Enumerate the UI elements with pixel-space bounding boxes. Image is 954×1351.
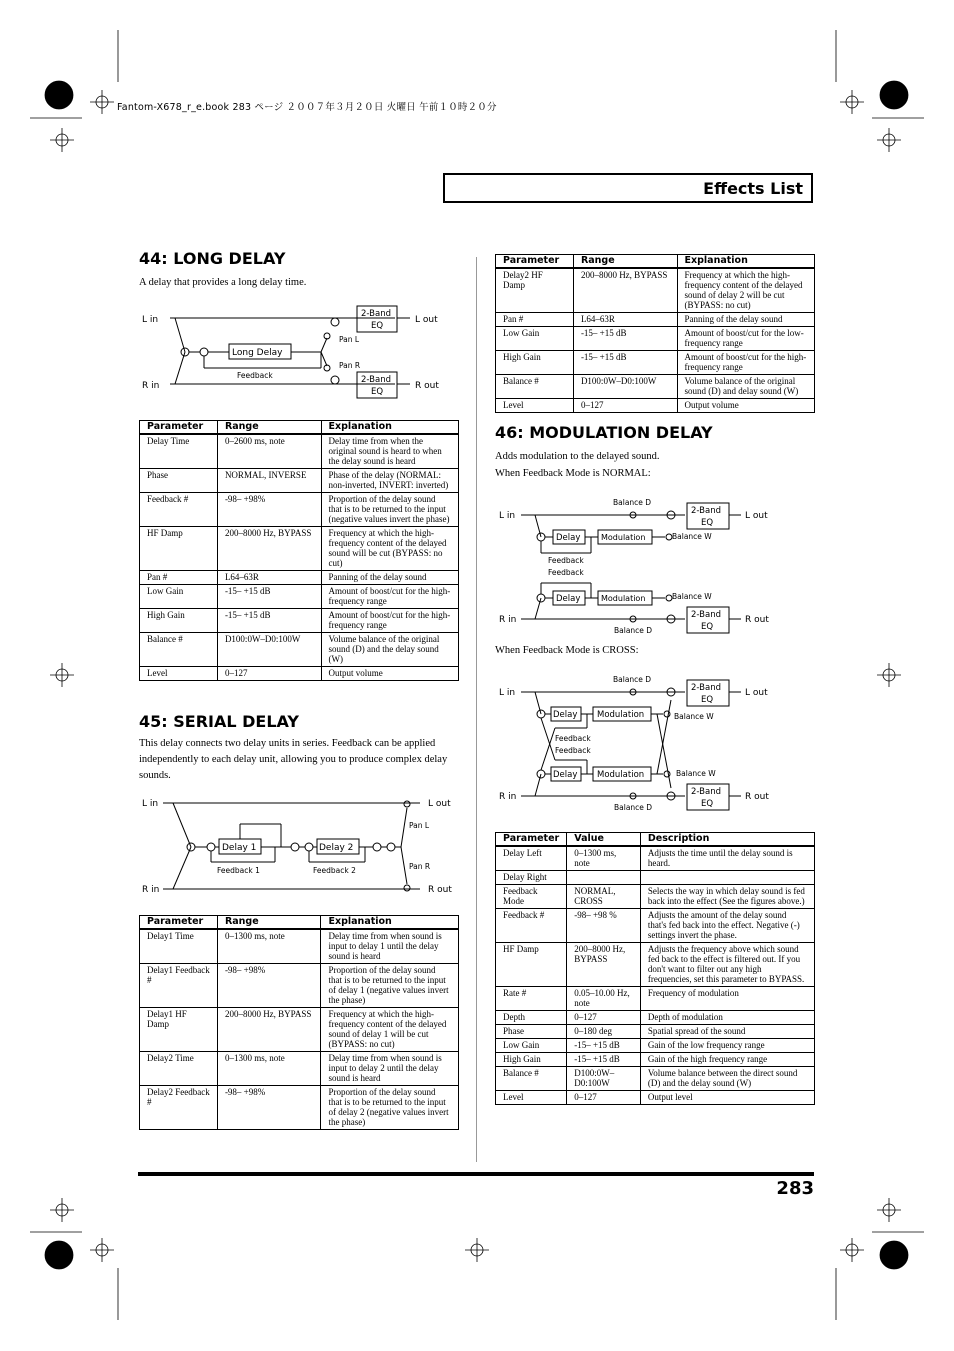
mc-modulation-bottom: Modulation bbox=[597, 770, 645, 780]
col-header: Range bbox=[217, 916, 321, 930]
mc-r-out: R out bbox=[745, 792, 769, 802]
col-header: Parameter bbox=[140, 916, 218, 930]
table-cell: -98– +98% bbox=[217, 493, 321, 527]
long-delay-title: 44: LONG DELAY bbox=[139, 249, 286, 268]
table-cell: 0–180 deg bbox=[567, 1025, 641, 1039]
table-cell: Phase bbox=[140, 469, 218, 493]
page-number: 283 bbox=[776, 1178, 814, 1199]
table-cell: 0–2600 ms, note bbox=[217, 434, 321, 469]
long-delay-diagram bbox=[135, 300, 465, 405]
col-header: Parameter bbox=[140, 421, 218, 435]
sd-pan-l: Pan L bbox=[409, 821, 430, 830]
table-cell: Delay1 Feedback # bbox=[140, 964, 218, 1008]
table-cell: Adjusts the time until the delay sound is heard. bbox=[640, 846, 814, 871]
table-cell: 0.05–10.00 Hz, note bbox=[567, 987, 641, 1011]
serial-delay-title: 45: SERIAL DELAY bbox=[139, 712, 299, 731]
modulation-delay-title: 46: MODULATION DELAY bbox=[495, 423, 713, 442]
modulation-delay-description: Adds modulation to the delayed sound. bbox=[495, 451, 660, 462]
col-header: Explanation bbox=[321, 916, 459, 930]
mc-l-in: L in bbox=[499, 688, 516, 698]
table-cell bbox=[567, 871, 641, 885]
table-cell: Delay time from when the original sound is heard to when the delay sound is heard bbox=[321, 434, 458, 469]
mc-balance-d-bottom: Balance D bbox=[614, 803, 653, 812]
modulation-delay-cross-diagram bbox=[495, 670, 815, 815]
ld-eq-top-1: 2-Band bbox=[361, 309, 391, 319]
table-cell: 0–127 bbox=[567, 1091, 641, 1105]
table-cell: Balance # bbox=[496, 1067, 567, 1091]
table-cell: Amount of boost/cut for the high-frequency range bbox=[321, 585, 458, 609]
column-divider bbox=[476, 257, 477, 1162]
table-row bbox=[496, 1011, 815, 1025]
col-header: Value bbox=[567, 833, 641, 847]
table-cell: Delay2 Feedback # bbox=[140, 1086, 218, 1130]
table-cell: -98– +98% bbox=[217, 964, 321, 1008]
table-cell: 200–8000 Hz, BYPASS bbox=[573, 268, 677, 313]
modulation-delay-normal-label: When Feedback Mode is NORMAL: bbox=[495, 468, 651, 479]
table-row bbox=[140, 633, 459, 667]
table-cell: Panning of the delay sound bbox=[321, 571, 458, 585]
table-cell: Depth of modulation bbox=[640, 1011, 814, 1025]
table-cell bbox=[640, 871, 814, 885]
table-cell: Phase of the delay (NORMAL: non-inverted, INVERT: inverted) bbox=[321, 469, 458, 493]
table-row bbox=[140, 929, 459, 964]
table-row bbox=[140, 1052, 459, 1086]
table-cell: -98– +98 % bbox=[567, 909, 641, 943]
mn-balance-w-bottom: Balance W bbox=[672, 592, 712, 601]
table-cell: Proportion of the delay sound that is to be returned to the input of delay 1 (negative values invert the phase) bbox=[321, 964, 459, 1008]
table-cell: L64–63R bbox=[573, 313, 677, 327]
ld-long-delay-box: Long Delay bbox=[232, 348, 283, 358]
table-cell: Delay1 Time bbox=[140, 929, 218, 964]
table-row bbox=[496, 1025, 815, 1039]
table-cell: NORMAL, INVERSE bbox=[217, 469, 321, 493]
table-cell: Delay Right bbox=[496, 871, 567, 885]
sd-l-in: L in bbox=[142, 799, 159, 809]
table-row bbox=[140, 964, 459, 1008]
ld-eq-bottom-1: 2-Band bbox=[361, 375, 391, 385]
mn-balance-d-top: Balance D bbox=[613, 498, 652, 507]
col-header: Explanation bbox=[677, 255, 815, 269]
section-title: Effects List bbox=[703, 179, 803, 198]
table-cell: Delay time from when sound is input to delay 1 until the delay sound is heard bbox=[321, 929, 459, 964]
ld-pan-r: Pan R bbox=[339, 361, 361, 370]
table-row bbox=[496, 871, 815, 885]
table-cell: High Gain bbox=[140, 609, 218, 633]
table-cell: Phase bbox=[496, 1025, 567, 1039]
table-cell: Gain of the high frequency range bbox=[640, 1053, 814, 1067]
table-cell: 0–1300 ms, note bbox=[217, 1052, 321, 1086]
table-cell: Low Gain bbox=[496, 327, 574, 351]
table-cell: Level bbox=[496, 399, 574, 413]
table-cell: Balance # bbox=[496, 375, 574, 399]
mc-delay-top: Delay bbox=[553, 710, 578, 720]
long-delay-description: A delay that provides a long delay time. bbox=[139, 277, 307, 288]
file-info-header: Fantom-X678_r_e.book 283 ページ ２００７年３月２０日 火曜日 午前１０時２０分 bbox=[117, 102, 497, 113]
table-row bbox=[496, 351, 815, 375]
mn-r-in: R in bbox=[499, 615, 517, 625]
table-row bbox=[140, 469, 459, 493]
table-cell: Spatial spread of the sound bbox=[640, 1025, 814, 1039]
modulation-delay-param-table bbox=[495, 832, 815, 1105]
mc-eq-bottom-1: 2-Band bbox=[691, 787, 721, 797]
table-row bbox=[140, 527, 459, 571]
table-cell: Volume balance of the original sound (D) and the delay sound (W) bbox=[321, 633, 458, 667]
table-cell: Level bbox=[140, 667, 218, 681]
table-cell: Gain of the low frequency range bbox=[640, 1039, 814, 1053]
table-row bbox=[496, 313, 815, 327]
table-cell: 0–127 bbox=[567, 1011, 641, 1025]
table-cell: Low Gain bbox=[496, 1039, 567, 1053]
table-row bbox=[496, 987, 815, 1011]
table-row bbox=[140, 1008, 459, 1052]
ld-feedback: Feedback bbox=[237, 371, 273, 380]
mc-eq-top-1: 2-Band bbox=[691, 683, 721, 693]
table-cell: 200–8000 Hz, BYPASS bbox=[217, 1008, 321, 1052]
sd-r-out: R out bbox=[428, 885, 452, 895]
table-cell: Delay Left bbox=[496, 846, 567, 871]
sd-r-in: R in bbox=[142, 885, 160, 895]
mn-r-out: R out bbox=[745, 615, 769, 625]
table-cell: 200–8000 Hz, BYPASS bbox=[567, 943, 641, 987]
table-cell: -15– +15 dB bbox=[567, 1053, 641, 1067]
table-row bbox=[140, 609, 459, 633]
table-cell: HF Damp bbox=[140, 527, 218, 571]
mn-modulation-top: Modulation bbox=[601, 533, 646, 542]
table-cell: Amount of boost/cut for the high-frequency range bbox=[321, 609, 458, 633]
ld-r-out: R out bbox=[415, 381, 439, 391]
table-row bbox=[496, 846, 815, 871]
col-header: Description bbox=[640, 833, 814, 847]
ld-eq-top-2: EQ bbox=[371, 321, 384, 331]
table-row bbox=[496, 327, 815, 351]
col-header: Range bbox=[573, 255, 677, 269]
table-cell: Depth bbox=[496, 1011, 567, 1025]
mc-l-out: L out bbox=[745, 688, 768, 698]
mn-eq-top-1: 2-Band bbox=[691, 506, 721, 516]
table-cell: Frequency at which the high-frequency content of the delayed sound of delay 2 will be cut (BYPASS: no cut) bbox=[677, 268, 815, 313]
mc-feedback-bottom: Feedback bbox=[555, 746, 591, 755]
table-cell: Adjusts the frequency above which sound fed back to the effect is filtered out. If you don't want to filter out any high frequencies, set this parameter to BYPASS. bbox=[640, 943, 814, 987]
table-cell: 0–127 bbox=[573, 399, 677, 413]
table-row bbox=[496, 943, 815, 987]
ld-l-in: L in bbox=[142, 315, 159, 325]
mn-modulation-bottom: Modulation bbox=[601, 594, 646, 603]
table-row bbox=[140, 1086, 459, 1130]
ld-r-in: R in bbox=[142, 381, 160, 391]
mc-balance-w-top: Balance W bbox=[674, 712, 714, 721]
table-cell: Pan # bbox=[140, 571, 218, 585]
col-header: Range bbox=[217, 421, 321, 435]
mc-feedback-top: Feedback bbox=[555, 734, 591, 743]
table-cell: Level bbox=[496, 1091, 567, 1105]
mn-delay-top: Delay bbox=[556, 533, 581, 543]
mn-feedback-top: Feedback bbox=[548, 556, 584, 565]
table-row bbox=[140, 571, 459, 585]
table-row bbox=[496, 375, 815, 399]
table-cell: Delay time from when sound is input to delay 2 until the delay sound is heard bbox=[321, 1052, 459, 1086]
mn-eq-bottom-2: EQ bbox=[701, 622, 714, 632]
sd-l-out: L out bbox=[428, 799, 451, 809]
mn-l-in: L in bbox=[499, 511, 516, 521]
sd-delay1-box: Delay 1 bbox=[222, 843, 257, 853]
table-cell: High Gain bbox=[496, 1053, 567, 1067]
serial-delay-param-table bbox=[139, 915, 459, 1130]
ld-eq-bottom-2: EQ bbox=[371, 387, 384, 397]
table-cell: 0–1300 ms, note bbox=[217, 929, 321, 964]
table-cell: -15– +15 dB bbox=[573, 327, 677, 351]
table-cell: HF Damp bbox=[496, 943, 567, 987]
table-row bbox=[496, 1039, 815, 1053]
table-row bbox=[496, 909, 815, 943]
table-cell: Pan # bbox=[496, 313, 574, 327]
serial-delay-description: This delay connects two delay units in series. Feedback can be applied independently to each delay unit, allowing you to produce complex delay sounds. bbox=[139, 738, 448, 781]
serial-delay-diagram bbox=[135, 790, 465, 900]
modulation-delay-cross-label: When Feedback Mode is CROSS: bbox=[495, 645, 639, 656]
mc-balance-w-bottom: Balance W bbox=[676, 769, 716, 778]
mc-balance-d-top: Balance D bbox=[613, 675, 652, 684]
sd-delay2-box: Delay 2 bbox=[319, 843, 354, 853]
section-header-box bbox=[443, 173, 813, 203]
table-cell: Output level bbox=[640, 1091, 814, 1105]
table-cell: Output volume bbox=[321, 667, 458, 681]
table-cell: 0–127 bbox=[217, 667, 321, 681]
table-cell: NORMAL, CROSS bbox=[567, 885, 641, 909]
table-cell: Feedback # bbox=[140, 493, 218, 527]
sd-feedback1: Feedback 1 bbox=[217, 866, 260, 875]
ld-l-out: L out bbox=[415, 315, 438, 325]
table-row bbox=[496, 1067, 815, 1091]
table-cell: Delay Time bbox=[140, 434, 218, 469]
table-cell: Volume balance of the original sound (D) and delay sound (W) bbox=[677, 375, 815, 399]
table-cell: Volume balance between the direct sound (D) and the delay sound (W) bbox=[640, 1067, 814, 1091]
table-cell: Adjusts the amount of the delay sound that's fed back into the effect. Negative (-) settings invert the phase. bbox=[640, 909, 814, 943]
table-cell: -15– +15 dB bbox=[217, 585, 321, 609]
table-cell: Proportion of the delay sound that is to be returned to the input (negative values invert the phase) bbox=[321, 493, 458, 527]
table-cell: High Gain bbox=[496, 351, 574, 375]
table-cell: Low Gain bbox=[140, 585, 218, 609]
table-row bbox=[140, 667, 459, 681]
mc-delay-bottom: Delay bbox=[553, 770, 578, 780]
mn-delay-bottom: Delay bbox=[556, 594, 581, 604]
table-cell: 200–8000 Hz, BYPASS bbox=[217, 527, 321, 571]
table-cell: Amount of boost/cut for the low-frequency range bbox=[677, 327, 815, 351]
col-header: Explanation bbox=[321, 421, 458, 435]
long-delay-param-table bbox=[139, 420, 459, 681]
sd-feedback2: Feedback 2 bbox=[313, 866, 356, 875]
mn-balance-w-top: Balance W bbox=[672, 532, 712, 541]
mn-feedback-bottom: Feedback bbox=[548, 568, 584, 577]
mc-eq-bottom-2: EQ bbox=[701, 799, 714, 809]
table-cell: D100:0W–D0:100W bbox=[217, 633, 321, 667]
table-cell: -15– +15 dB bbox=[567, 1039, 641, 1053]
table-cell: -15– +15 dB bbox=[217, 609, 321, 633]
table-cell: Panning of the delay sound bbox=[677, 313, 815, 327]
footer-rule bbox=[138, 1172, 814, 1176]
mn-l-out: L out bbox=[745, 511, 768, 521]
mn-balance-d-bottom: Balance D bbox=[614, 626, 653, 635]
table-cell: Balance # bbox=[140, 633, 218, 667]
table-cell: 0–1300 ms, note bbox=[567, 846, 641, 871]
mc-r-in: R in bbox=[499, 792, 517, 802]
mc-eq-top-2: EQ bbox=[701, 695, 714, 705]
serial-delay-param-table-continued bbox=[495, 254, 815, 413]
modulation-delay-normal-diagram bbox=[495, 493, 815, 638]
table-cell: Feedback Mode bbox=[496, 885, 567, 909]
mn-eq-bottom-1: 2-Band bbox=[691, 610, 721, 620]
table-cell: Selects the way in which delay sound is fed back into the effect (See the figures above.) bbox=[640, 885, 814, 909]
table-cell: Delay2 HF Damp bbox=[496, 268, 574, 313]
table-cell: Frequency of modulation bbox=[640, 987, 814, 1011]
table-cell: Frequency at which the high-frequency content of the delayed sound will be cut (BYPASS: no cut) bbox=[321, 527, 458, 571]
sd-pan-r: Pan R bbox=[409, 862, 431, 871]
mc-modulation-top: Modulation bbox=[597, 710, 645, 720]
ld-pan-l: Pan L bbox=[339, 335, 360, 344]
col-header: Parameter bbox=[496, 255, 574, 269]
table-row bbox=[140, 585, 459, 609]
table-row bbox=[496, 1091, 815, 1105]
col-header: Parameter bbox=[496, 833, 567, 847]
table-cell: Feedback # bbox=[496, 909, 567, 943]
table-row bbox=[496, 399, 815, 413]
mn-eq-top-2: EQ bbox=[701, 518, 714, 528]
table-row bbox=[140, 493, 459, 527]
table-row bbox=[496, 1053, 815, 1067]
table-cell: D100:0W–D0:100W bbox=[573, 375, 677, 399]
table-row bbox=[140, 434, 459, 469]
table-cell: -98– +98% bbox=[217, 1086, 321, 1130]
table-cell: Proportion of the delay sound that is to be returned to the input of delay 2 (negative values invert the phase) bbox=[321, 1086, 459, 1130]
table-cell: L64–63R bbox=[217, 571, 321, 585]
table-row bbox=[496, 268, 815, 313]
table-cell: D100:0W–D0:100W bbox=[567, 1067, 641, 1091]
table-cell: Frequency at which the high-frequency content of the delayed sound of delay 1 will be cut (BYPASS: no cut) bbox=[321, 1008, 459, 1052]
table-cell: Delay2 Time bbox=[140, 1052, 218, 1086]
table-cell: Rate # bbox=[496, 987, 567, 1011]
table-cell: Delay1 HF Damp bbox=[140, 1008, 218, 1052]
table-cell: -15– +15 dB bbox=[573, 351, 677, 375]
table-row bbox=[496, 885, 815, 909]
table-cell: Output volume bbox=[677, 399, 815, 413]
table-cell: Amount of boost/cut for the high-frequency range bbox=[677, 351, 815, 375]
